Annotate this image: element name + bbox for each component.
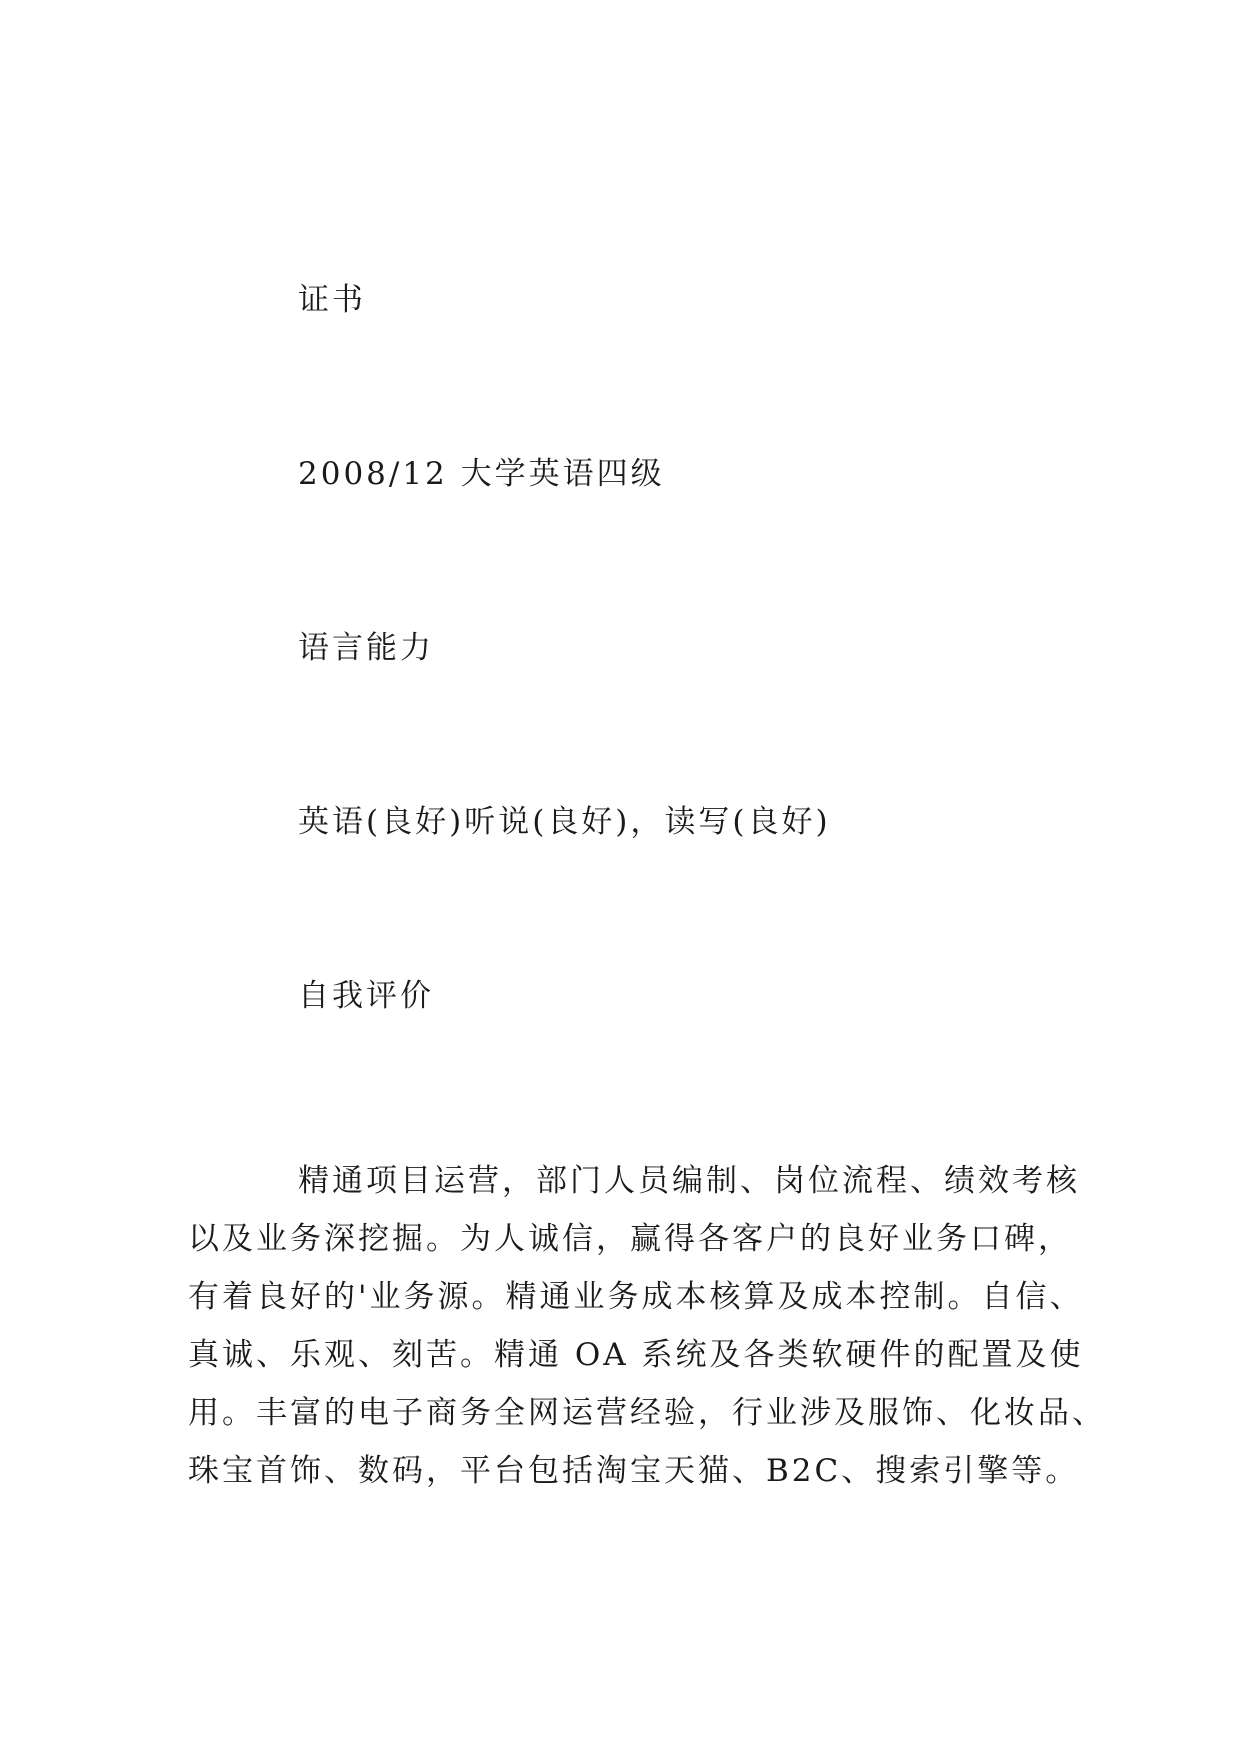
paragraph-line: 用。丰富的电子商务全网运营经验，行业涉及服饰、化妆品、: [188, 1395, 1106, 1431]
paragraph-line: 真诚、乐观、刻苦。精通 OA 系统及各类软硬件的配置及使: [188, 1337, 1084, 1373]
section-heading-language: 语言能力: [298, 630, 434, 666]
language-skill-entry: 英语(良好)听说(良好)，读写(良好): [298, 804, 831, 840]
certificate-entry: 2008/12 大学英语四级: [298, 456, 665, 492]
paragraph-line: 精通项目运营，部门人员编制、岗位流程、绩效考核: [298, 1163, 1080, 1199]
paragraph-line: 珠宝首饰、数码，平台包括淘宝天猫、B2C、搜索引擎等。: [188, 1453, 1080, 1489]
section-heading-self-evaluation: 自我评价: [298, 978, 434, 1014]
paragraph-line: 以及业务深挖掘。为人诚信，赢得各客户的良好业务口碑，: [188, 1221, 1072, 1257]
section-heading-certificates: 证书: [298, 282, 366, 318]
self-evaluation-paragraph: [188, 1152, 1106, 1500]
paragraph-line: 有着良好的'业务源。精通业务成本核算及成本控制。自信、: [188, 1279, 1084, 1315]
